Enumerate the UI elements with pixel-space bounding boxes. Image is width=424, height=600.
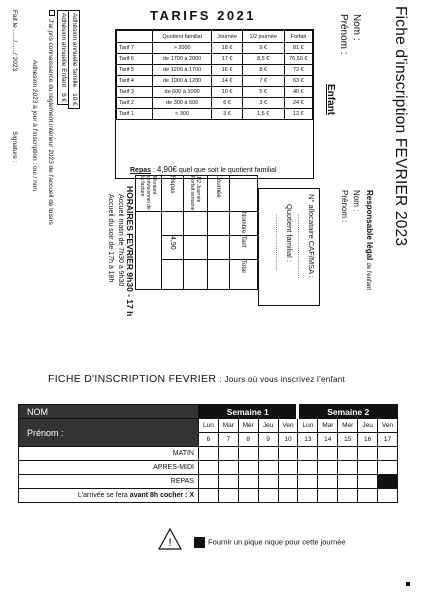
reglement-checkbox[interactable] — [49, 10, 55, 16]
date-8: 16 — [358, 433, 378, 447]
date-1: 7 — [218, 433, 238, 447]
cell[interactable] — [378, 447, 398, 461]
date-9: 17 — [378, 433, 398, 447]
note-text: Fournir un pique nique pour cette journée — [208, 537, 346, 547]
subtable-col-nombre: Nombre — [230, 212, 258, 236]
tarifs-cell: 3 € — [212, 109, 243, 120]
date-7: 15 — [338, 433, 358, 447]
cell[interactable] — [318, 461, 338, 475]
fiche-title — [48, 373, 345, 385]
cell[interactable] — [278, 475, 298, 489]
tarifs-cell: de 1000 à 1200 — [153, 76, 212, 87]
tarifs-cell: Tarif 3 — [117, 87, 153, 98]
tarifs-cell: > 2000 — [153, 43, 212, 54]
enfant-nom-label: Nom : — [351, 14, 362, 41]
quotient-label: Quotient familial : — [285, 204, 294, 262]
responsable-prenom: Prénom : — [340, 190, 349, 223]
nom-label: NOM — [27, 406, 48, 417]
quotient-dots: ........................... — [274, 214, 283, 271]
tarifs-cell: Tarif 6 — [117, 54, 153, 65]
cell[interactable] — [338, 489, 358, 503]
cell[interactable] — [278, 489, 298, 503]
row-label-matin: MATIN — [19, 447, 199, 461]
tarifs-cell: 76,50 € — [284, 54, 312, 65]
warning-symbol: ! — [168, 537, 172, 549]
tarifs-cell: de 1700 à 2000 — [153, 54, 212, 65]
arrivee-x: X — [189, 492, 194, 499]
horaires-line1: Accueil matin de 7h30 à 9h30 — [117, 194, 124, 287]
pique-nique-cell — [378, 475, 398, 489]
tarifs-table — [115, 29, 314, 179]
cell[interactable] — [258, 475, 278, 489]
tarifs-row — [117, 54, 313, 65]
day-3: Jeu — [258, 419, 278, 433]
subtable-repas: Repas — [162, 176, 184, 212]
tarifs-cell: 10 € — [212, 87, 243, 98]
date-5: 13 — [298, 433, 318, 447]
cell[interactable] — [338, 461, 358, 475]
reglement-text: J'ai pris connaissance du règlement intérieur 2023 de l'accueil de loisirs — [47, 19, 54, 225]
adhesion-enfant-price: 6 € — [60, 93, 67, 103]
repas-line: Repas : 4,90€ quel que soit le quotient familial — [130, 165, 277, 174]
row-repas — [19, 475, 398, 489]
tarifs-title: TARIFS 2021 — [150, 8, 257, 23]
tarifs-cell: 16 € — [212, 65, 243, 76]
arrivee-label — [19, 489, 199, 503]
cell[interactable] — [298, 461, 318, 475]
responsable-nom: Nom : — [352, 190, 361, 212]
tarifs-header-1: Quotient familial — [153, 31, 212, 43]
tarifs-row — [117, 43, 313, 54]
row-matin — [19, 447, 398, 461]
cell[interactable] — [318, 489, 338, 503]
subtable-journee: Journée — [208, 176, 230, 212]
inscription-grid — [18, 404, 398, 503]
tarifs-cell: 63 € — [284, 76, 312, 87]
cell[interactable] — [278, 447, 298, 461]
tarifs-cell: de 1200 à 1700 — [153, 65, 212, 76]
cell[interactable] — [258, 447, 278, 461]
tarifs-row — [117, 76, 313, 87]
cell[interactable] — [238, 447, 258, 461]
adhesion-famille-price: 10 € — [71, 93, 78, 106]
cell[interactable] — [199, 489, 219, 503]
responsable-suffix: de l'enfant — [365, 262, 371, 290]
tarifs-row — [117, 98, 313, 109]
day-8: Jeu — [358, 419, 378, 433]
day-4: Ven — [278, 419, 298, 433]
tarifs-cell: de 600 à 1000 — [153, 87, 212, 98]
adhesion-enfant: Adhésion annuelle Enfant — [60, 13, 67, 88]
cell[interactable] — [238, 475, 258, 489]
tarifs-row — [117, 109, 313, 120]
day-5: Lun — [298, 419, 318, 433]
tarifs-cell: 12 € — [284, 109, 312, 120]
tarifs-cell: 14 € — [212, 76, 243, 87]
row-label-apres-midi: APRES-MIDI — [19, 461, 199, 475]
responsable-title: Responsable légal — [365, 190, 374, 261]
cell[interactable] — [338, 475, 358, 489]
prenom-label: Prénom : — [27, 427, 64, 438]
arrivee-text: L'arrivée se fera — [77, 492, 128, 499]
cell[interactable] — [199, 461, 219, 475]
day-1: Mar — [218, 419, 238, 433]
repas-label: Repas — [130, 167, 152, 174]
tarifs-header-3: 1/2 journée — [242, 31, 284, 43]
day-2: Mer — [238, 419, 258, 433]
responsable-block — [338, 190, 375, 290]
date-3: 9 — [258, 433, 278, 447]
cell[interactable] — [378, 489, 398, 503]
row-arrivee — [19, 489, 398, 503]
tarifs-cell: 5 € — [242, 87, 284, 98]
day-7: Mer — [338, 419, 358, 433]
cell[interactable] — [238, 489, 258, 503]
tarifs-cell: 6 € — [212, 98, 243, 109]
tarifs-cell: Tarif 1 — [117, 109, 153, 120]
enfant-block — [324, 14, 363, 115]
semaine2-header: Semaine 2 — [298, 405, 398, 419]
cell[interactable] — [358, 461, 378, 475]
tarifs-cell: 18 € — [212, 43, 243, 54]
day-6: Mar — [318, 419, 338, 433]
repas-note: quel que soit le quotient familial — [178, 167, 277, 174]
tarifs-header-2: Journée — [212, 31, 243, 43]
tarifs-cell: 81 € — [284, 43, 312, 54]
tarifs-header-4: Forfait — [284, 31, 312, 43]
enfant-label: Enfant — [325, 84, 336, 116]
cell[interactable] — [358, 489, 378, 503]
cell[interactable] — [298, 475, 318, 489]
adhesion-famille: Adhésion annuelle famille — [71, 13, 78, 88]
repas-value: 4,90€ — [156, 165, 177, 174]
day-9: Ven — [378, 419, 398, 433]
tarifs-cell: 17 € — [212, 54, 243, 65]
row-label-repas: REPAS — [19, 475, 199, 489]
tarifs-header-0 — [117, 31, 153, 43]
page-title: Fiche d'inscription FEVRIER 2023 — [392, 6, 409, 247]
cell[interactable] — [199, 447, 219, 461]
caf-dots: ............................... — [296, 214, 305, 279]
tarifs-cell: < 300 — [153, 109, 212, 120]
cell[interactable] — [318, 447, 338, 461]
adhesion-ajour: Adhésion 2023 à jour à l'inscription : oui / non — [31, 60, 38, 191]
tarifs-cell: Tarif 4 — [117, 76, 153, 87]
cell[interactable] — [238, 461, 258, 475]
cell[interactable] — [378, 461, 398, 475]
date-0: 6 — [199, 433, 219, 447]
date-6: 14 — [318, 433, 338, 447]
allocataire-text — [273, 194, 317, 279]
fait-le: Fait le ....../....../ 2023 — [11, 10, 18, 72]
cell[interactable] — [258, 461, 278, 475]
subtable-repas-tarif: 4,90 — [162, 236, 184, 260]
tarifs-cell: 9 € — [242, 43, 284, 54]
signature-label: Signature : — [11, 131, 18, 163]
cell[interactable] — [218, 475, 238, 489]
row-apres-midi — [19, 461, 398, 475]
tarifs-row — [117, 65, 313, 76]
tarifs-cell: Tarif 2 — [117, 98, 153, 109]
cell[interactable] — [298, 489, 318, 503]
tarifs-cell: 3 € — [242, 98, 284, 109]
cell[interactable] — [218, 447, 238, 461]
nom-cell[interactable] — [19, 405, 199, 419]
fiche-subtitle: : Jours où vous inscrivez l'enfant — [219, 375, 345, 384]
subtable-demi: 1/2 Journée Forfait semaine — [184, 176, 208, 212]
tarifs-cell: 72 € — [284, 65, 312, 76]
left-column — [9, 10, 80, 225]
montant-subtable — [135, 175, 258, 290]
cell[interactable] — [199, 475, 219, 489]
subtable-col-total: Total — [230, 260, 258, 290]
cell[interactable] — [278, 461, 298, 475]
cell[interactable] — [258, 489, 278, 503]
cell[interactable] — [218, 461, 238, 475]
horaires-line2: Accueil du soir de 17h à 18h — [107, 194, 114, 283]
cell[interactable] — [358, 475, 378, 489]
tarifs-cell: 7 € — [242, 76, 284, 87]
page-dot — [406, 582, 410, 586]
tarifs-cell: 24 € — [284, 98, 312, 109]
date-4: 10 — [278, 433, 298, 447]
cell[interactable] — [318, 475, 338, 489]
caf-label: N° allocataire CAF/MSA : — [307, 194, 316, 278]
prenom-cell[interactable] — [19, 419, 199, 447]
day-0: Lun — [199, 419, 219, 433]
horaires-block — [105, 186, 135, 316]
tarifs-row — [117, 87, 313, 98]
cell[interactable] — [218, 489, 238, 503]
cell[interactable] — [338, 447, 358, 461]
semaine1-header: Semaine 1 — [199, 405, 298, 419]
tarifs-cell: 8 € — [242, 65, 284, 76]
pique-nique-note — [194, 537, 346, 548]
date-2: 8 — [238, 433, 258, 447]
tarifs-cell: Tarif 5 — [117, 65, 153, 76]
tarifs-cell: de 300 à 600 — [153, 98, 212, 109]
tarifs-cell: 40 € — [284, 87, 312, 98]
arrivee-bold: avant 8h cocher : — [129, 492, 188, 499]
tarifs-cell: Tarif 7 — [117, 43, 153, 54]
warning-icon — [158, 528, 182, 550]
enfant-prenom-label: Prénom : — [338, 14, 349, 55]
horaires-title: HORAIRES FEVRIER 9h30 - 17 h — [125, 186, 135, 317]
tarifs-cell: 8,5 € — [242, 54, 284, 65]
black-square-legend — [194, 537, 205, 548]
subtable-col-tarif: Tarif — [230, 236, 258, 260]
cell[interactable] — [358, 447, 378, 461]
cell[interactable] — [298, 447, 318, 461]
tarifs-cell: 1,5 € — [242, 109, 284, 120]
subtable-montant: Montant prévisionnel de la facture — [136, 176, 162, 212]
fiche-title-text: FICHE D'INSCRIPTION FEVRIER — [48, 373, 217, 385]
